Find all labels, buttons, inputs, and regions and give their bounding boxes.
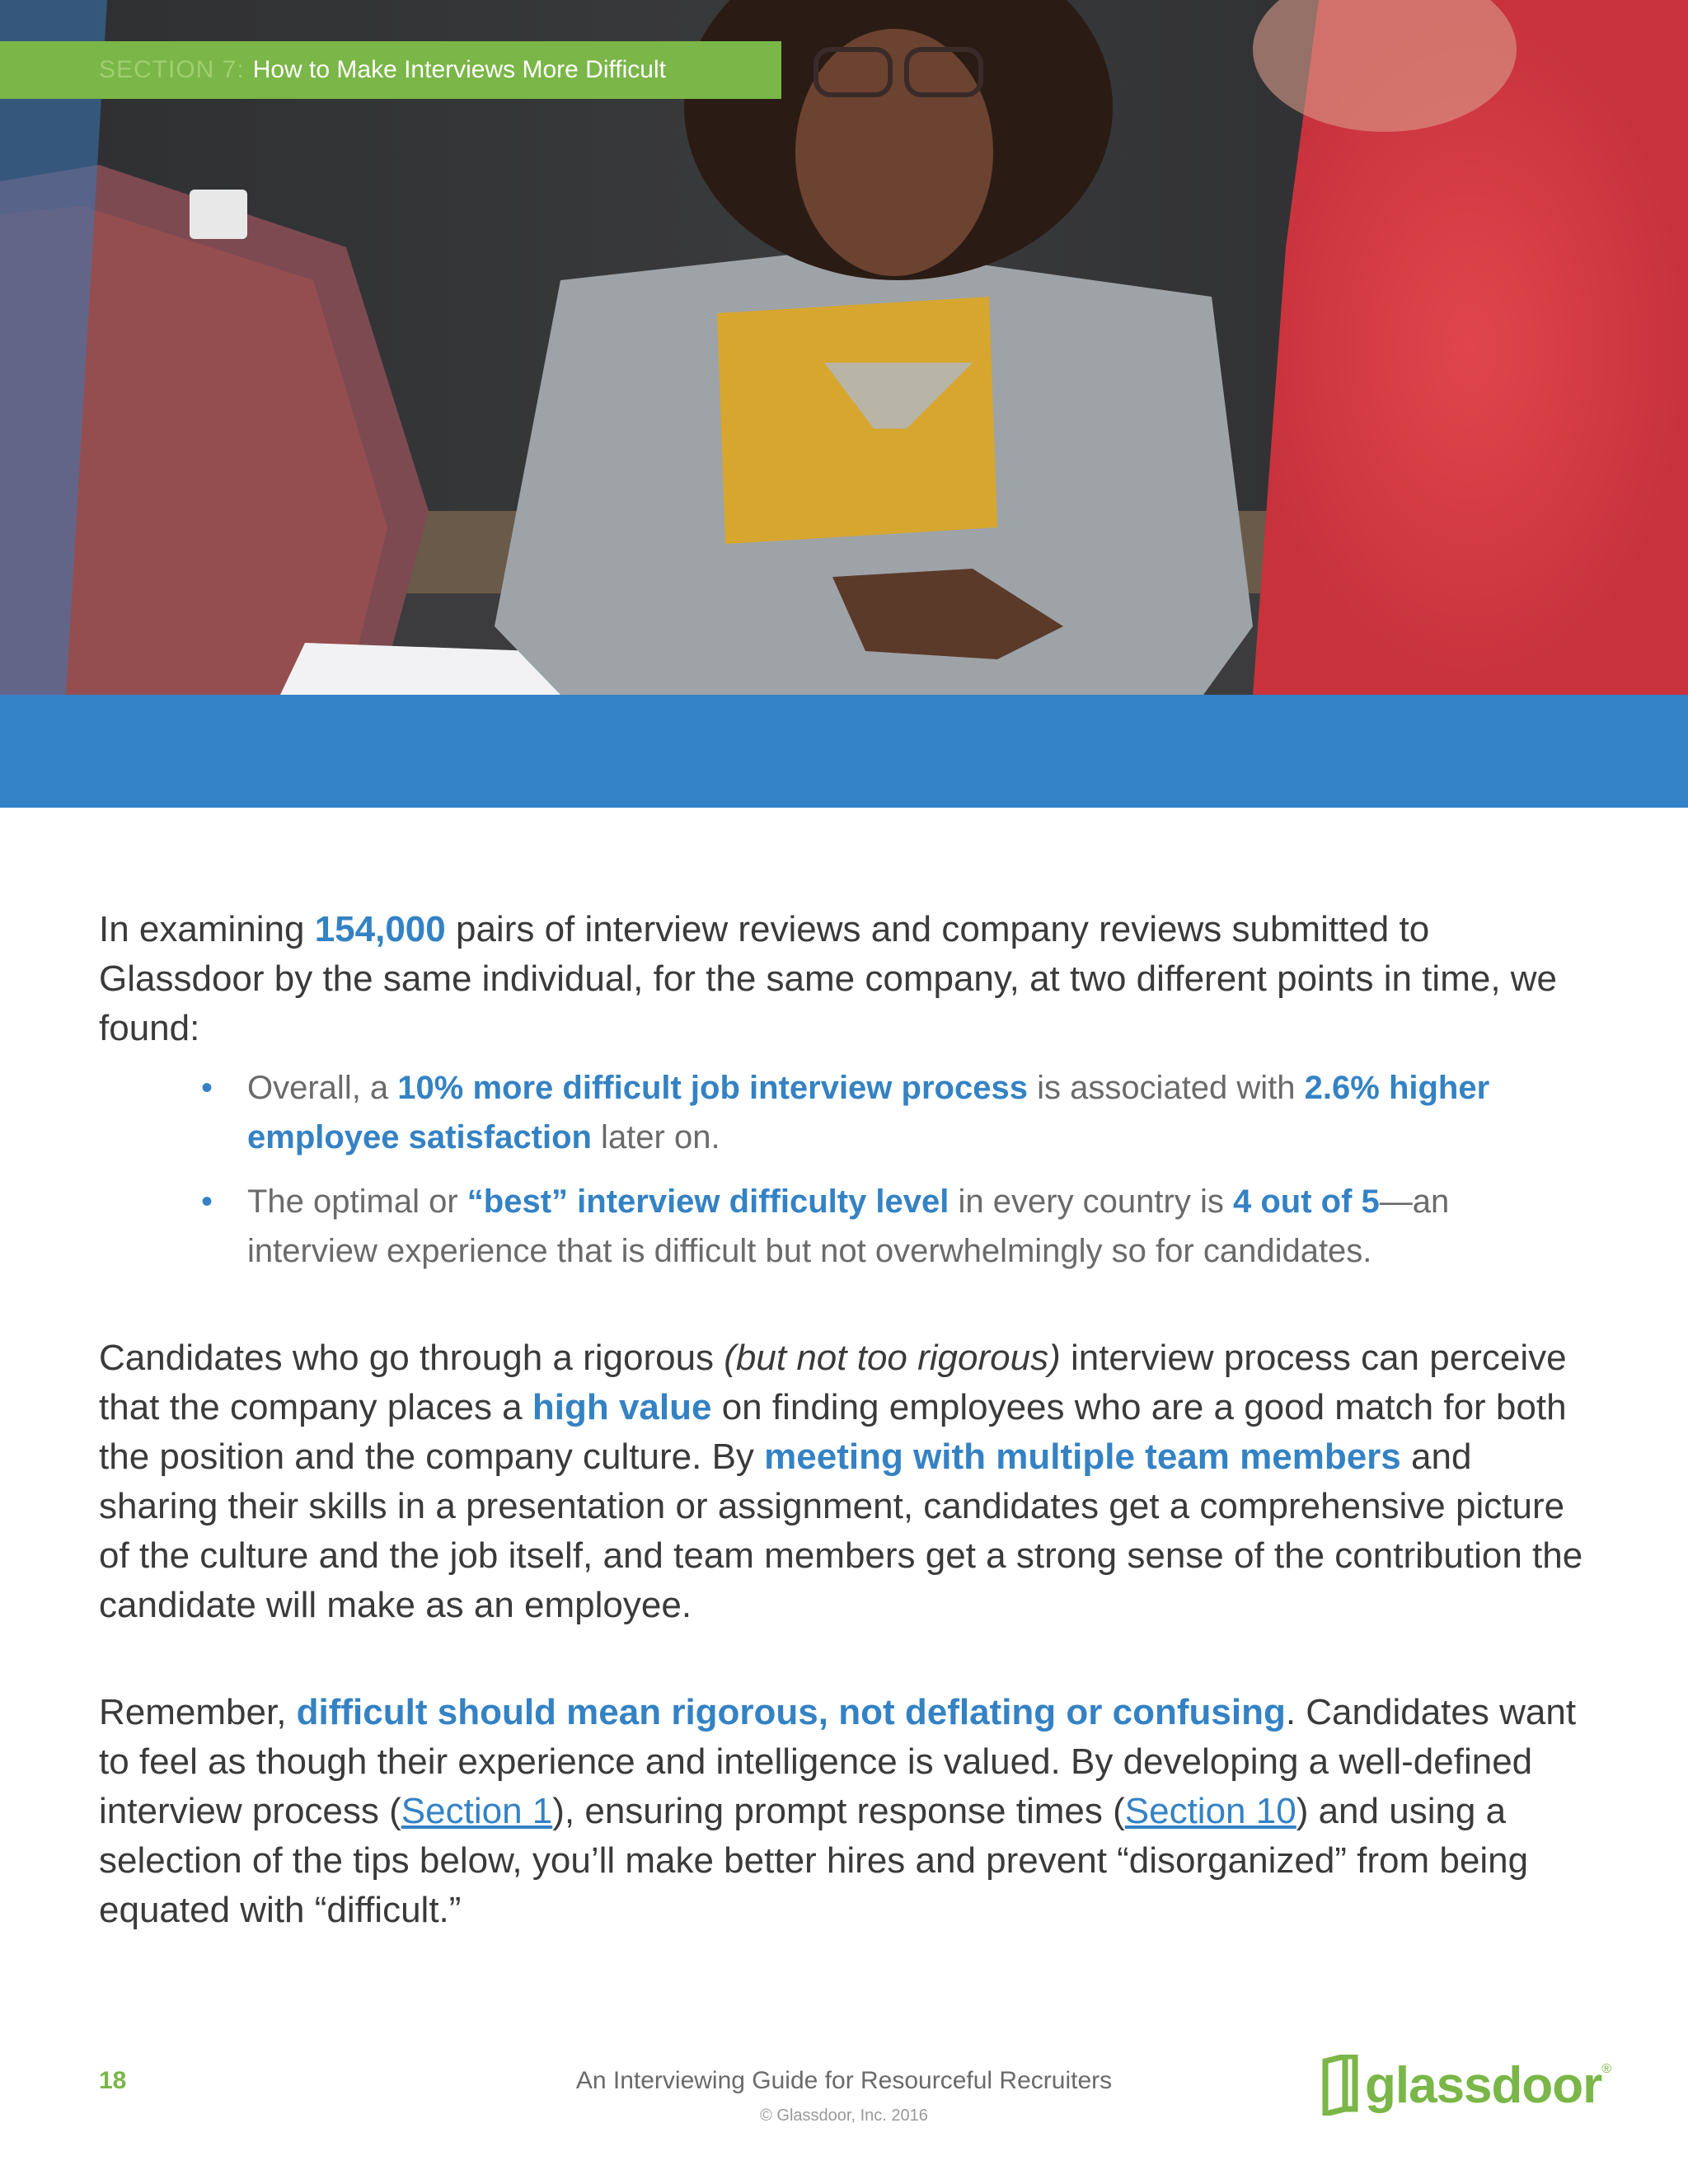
intro-paragraph (99, 905, 1591, 1053)
registered-mark: ® (1601, 2062, 1612, 2076)
remember-paragraph (99, 1688, 1591, 1935)
paragraph-italic: (but not too rigorous) (724, 1338, 1061, 1378)
list-item (201, 1063, 1591, 1162)
main-content (99, 905, 1591, 1935)
paragraph-text: Remember, (99, 1692, 297, 1732)
bullet-text: The optimal or (247, 1183, 467, 1220)
glassdoor-logo (1322, 2052, 1611, 2118)
section-10-link[interactable]: Section 10 (1124, 1791, 1296, 1831)
list-item (201, 1177, 1591, 1276)
paragraph-text: ) and using a selection of the tips below, you’ll make better hires and prevent “disorganized” from being equated with “difficult.” (99, 1791, 1529, 1930)
bullet-highlight: 2.6% higher employee satisfaction (247, 1070, 1490, 1155)
page-number: 18 (99, 2067, 127, 2094)
intro-text: pairs of interview reviews and company reviews submitted to Glassdoor by the same individual, for the same company, at two different points in time, we found: (99, 909, 1558, 1048)
intro-text: In examining (99, 909, 315, 949)
paragraph-text: Candidates who go through a rigorous (99, 1338, 724, 1378)
bullet-icon: • (201, 1070, 213, 1106)
section-number-label: SECTION 7: (99, 56, 245, 83)
bullet-text: —an interview experience that is difficult but not overwhelmingly so for candidates. (247, 1183, 1450, 1269)
hero-photo-illustration (0, 0, 1688, 695)
bullet-icon: • (201, 1183, 213, 1220)
bullet-highlight: 4 out of 5 (1232, 1183, 1380, 1220)
bullet-text: Overall, a (247, 1070, 398, 1106)
paragraph-highlight: difficult should mean rigorous, not deflating or confusing (296, 1692, 1286, 1732)
paragraph-highlight: high value (532, 1387, 712, 1427)
section-title: How to Make Interviews More Difficult (252, 56, 666, 83)
bullet-text: is associated with (1027, 1070, 1305, 1106)
paragraph-highlight: meeting with multiple team members (764, 1436, 1401, 1477)
logo-wordmark: glassdoor (1365, 2056, 1602, 2114)
bullet-highlight: “best” interview difficulty level (467, 1183, 950, 1220)
blue-banner (0, 695, 1688, 808)
section-header-tab (0, 41, 781, 99)
paragraph-text: and sharing their skills in a presentation or assignment, candidates get a comprehensive picture of the culture and the job itself, and team members get a strong sense of the contribution the candidate will make as an employee. (99, 1436, 1583, 1625)
findings-list (99, 1063, 1591, 1276)
bullet-text: later on. (591, 1119, 720, 1155)
bullet-text: in every country is (949, 1183, 1233, 1220)
guide-title: An Interviewing Guide for Resourceful Recruiters (575, 2067, 1113, 2094)
hero-photo (0, 0, 1688, 695)
candidates-paragraph (99, 1333, 1591, 1630)
copyright-notice: © Glassdoor, Inc. 2016 (760, 2107, 928, 2125)
section-1-link[interactable]: Section 1 (401, 1791, 553, 1831)
paragraph-text: on finding employees who are a good match for both the position and the company culture. By (99, 1387, 1567, 1477)
bullet-highlight: 10% more difficult job interview process (397, 1070, 1028, 1106)
paragraph-text: ), ensuring prompt response times ( (552, 1791, 1125, 1831)
intro-highlight: 154,000 (314, 909, 446, 949)
paragraph-text: interview process can perceive that the company places a (99, 1338, 1567, 1427)
glassdoor-door-icon (1322, 2055, 1358, 2116)
paragraph-text: . Candidates want to feel as though their experience and intelligence is valued. By developing a well-defined interview process ( (99, 1692, 1577, 1831)
